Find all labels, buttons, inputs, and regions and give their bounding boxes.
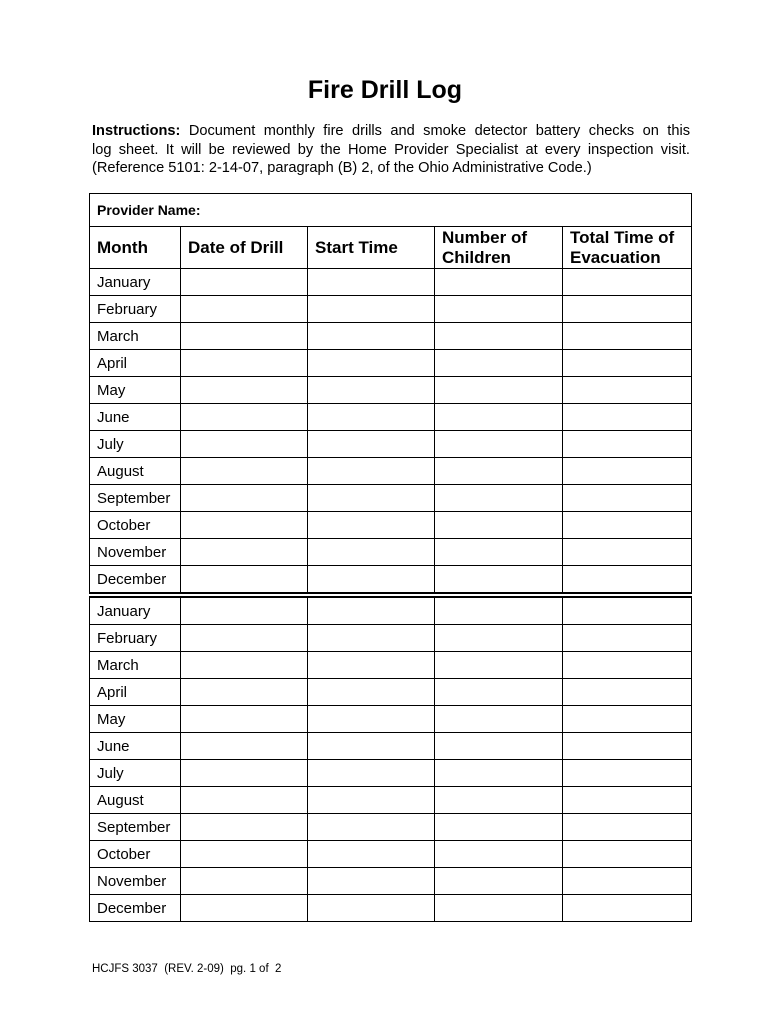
- number-of-children-cell[interactable]: [435, 539, 563, 566]
- log-row: [90, 652, 692, 679]
- start-time-cell[interactable]: [308, 679, 435, 706]
- date-of-drill-cell[interactable]: [181, 814, 308, 841]
- log-row: [90, 377, 692, 404]
- date-of-drill-cell[interactable]: [181, 868, 308, 895]
- date-of-drill-cell[interactable]: [181, 323, 308, 350]
- number-of-children-cell[interactable]: [435, 706, 563, 733]
- instructions-line-1-text: Document monthly fire drills and smoke detector battery checks on this: [188, 123, 690, 139]
- number-of-children-cell[interactable]: [435, 760, 563, 787]
- date-of-drill-cell[interactable]: [181, 895, 308, 922]
- log-row: [90, 404, 692, 431]
- log-row: [90, 625, 692, 652]
- fire-drill-log-table: [89, 193, 692, 922]
- instructions-line-3: (Reference 5101: 2-14-07, paragraph (B) 2, of the Ohio Administrative Code.): [92, 160, 592, 176]
- month-cell: November: [90, 868, 181, 895]
- number-of-children-cell[interactable]: [435, 868, 563, 895]
- start-time-cell[interactable]: [308, 625, 435, 652]
- month-cell: July: [90, 760, 181, 787]
- month-cell: October: [90, 841, 181, 868]
- month-cell: August: [90, 458, 181, 485]
- total-time-cell[interactable]: [563, 539, 692, 566]
- provider-name-field[interactable]: [90, 194, 692, 227]
- month-cell: June: [90, 733, 181, 760]
- number-of-children-cell[interactable]: [435, 652, 563, 679]
- number-of-children-cell[interactable]: [435, 404, 563, 431]
- number-of-children-cell[interactable]: [435, 597, 563, 625]
- start-time-cell[interactable]: [308, 458, 435, 485]
- total-time-cell[interactable]: [563, 431, 692, 458]
- month-cell: August: [90, 787, 181, 814]
- month-cell: May: [90, 377, 181, 404]
- start-time-cell[interactable]: [308, 868, 435, 895]
- log-row: [90, 679, 692, 706]
- log-row: [90, 269, 692, 296]
- column-header-start-time: Start Time: [308, 227, 435, 269]
- number-of-children-cell[interactable]: [435, 787, 563, 814]
- month-cell: September: [90, 814, 181, 841]
- log-row: [90, 512, 692, 539]
- start-time-cell[interactable]: [308, 269, 435, 296]
- total-time-cell[interactable]: [563, 566, 692, 594]
- date-of-drill-cell[interactable]: [181, 841, 308, 868]
- total-time-cell[interactable]: [563, 625, 692, 652]
- start-time-cell[interactable]: [308, 431, 435, 458]
- start-time-cell[interactable]: [308, 323, 435, 350]
- start-time-cell[interactable]: [308, 895, 435, 922]
- date-of-drill-cell[interactable]: [181, 404, 308, 431]
- total-time-cell[interactable]: [563, 814, 692, 841]
- total-time-cell[interactable]: [563, 296, 692, 323]
- log-row: [90, 458, 692, 485]
- month-cell: July: [90, 431, 181, 458]
- log-row: [90, 868, 692, 895]
- month-cell: March: [90, 652, 181, 679]
- log-row: [90, 485, 692, 512]
- start-time-cell[interactable]: [308, 652, 435, 679]
- start-time-cell[interactable]: [308, 597, 435, 625]
- number-of-children-cell[interactable]: [435, 566, 563, 594]
- date-of-drill-cell[interactable]: [181, 458, 308, 485]
- date-of-drill-cell[interactable]: [181, 760, 308, 787]
- date-of-drill-cell[interactable]: [181, 512, 308, 539]
- date-of-drill-cell[interactable]: [181, 597, 308, 625]
- log-row: [90, 539, 692, 566]
- date-of-drill-cell[interactable]: [181, 733, 308, 760]
- start-time-cell[interactable]: [308, 566, 435, 594]
- log-row: [90, 323, 692, 350]
- instructions-line-2: log sheet. It will be reviewed by the Home Provider Specialist at every inspection visit.: [92, 141, 690, 158]
- log-row: [90, 841, 692, 868]
- total-time-cell[interactable]: [563, 706, 692, 733]
- start-time-cell[interactable]: [308, 296, 435, 323]
- date-of-drill-cell[interactable]: [181, 566, 308, 594]
- date-of-drill-cell[interactable]: [181, 652, 308, 679]
- number-of-children-cell[interactable]: [435, 431, 563, 458]
- number-of-children-cell[interactable]: [435, 269, 563, 296]
- log-row: [90, 895, 692, 922]
- column-header-month: Month: [90, 227, 181, 269]
- month-cell: April: [90, 679, 181, 706]
- provider-name-label: Provider Name:: [97, 202, 201, 218]
- month-cell: September: [90, 485, 181, 512]
- month-cell: May: [90, 706, 181, 733]
- start-time-cell[interactable]: [308, 485, 435, 512]
- date-of-drill-cell[interactable]: [181, 485, 308, 512]
- start-time-cell[interactable]: [308, 760, 435, 787]
- number-of-children-cell[interactable]: [435, 323, 563, 350]
- number-of-children-cell[interactable]: [435, 841, 563, 868]
- month-cell: November: [90, 539, 181, 566]
- start-time-cell[interactable]: [308, 706, 435, 733]
- number-of-children-cell[interactable]: [435, 377, 563, 404]
- column-header-total-time: [563, 227, 692, 269]
- month-cell: January: [90, 597, 181, 625]
- log-row: [90, 566, 692, 594]
- total-time-cell[interactable]: [563, 679, 692, 706]
- month-cell: February: [90, 296, 181, 323]
- total-time-cell[interactable]: [563, 350, 692, 377]
- month-cell: June: [90, 404, 181, 431]
- number-of-children-cell[interactable]: [435, 625, 563, 652]
- number-of-children-cell[interactable]: [435, 350, 563, 377]
- date-of-drill-cell[interactable]: [181, 706, 308, 733]
- total-time-cell[interactable]: [563, 323, 692, 350]
- number-of-children-cell[interactable]: [435, 679, 563, 706]
- month-cell: October: [90, 512, 181, 539]
- instructions-line-1: [92, 122, 690, 141]
- start-time-cell[interactable]: [308, 512, 435, 539]
- column-header-number-of-children-line2: Children: [442, 247, 511, 267]
- date-of-drill-cell[interactable]: [181, 679, 308, 706]
- log-row: [90, 787, 692, 814]
- page-title: Fire Drill Log: [307, 76, 463, 104]
- number-of-children-cell[interactable]: [435, 296, 563, 323]
- total-time-cell[interactable]: [563, 458, 692, 485]
- date-of-drill-cell[interactable]: [181, 539, 308, 566]
- date-of-drill-cell[interactable]: [181, 377, 308, 404]
- column-header-row: [90, 227, 692, 269]
- number-of-children-cell[interactable]: [435, 512, 563, 539]
- start-time-cell[interactable]: [308, 841, 435, 868]
- total-time-cell[interactable]: [563, 404, 692, 431]
- instructions-label: Instructions:: [92, 123, 181, 139]
- total-time-cell[interactable]: [563, 895, 692, 922]
- total-time-cell[interactable]: [563, 760, 692, 787]
- total-time-cell[interactable]: [563, 841, 692, 868]
- number-of-children-cell[interactable]: [435, 895, 563, 922]
- total-time-cell[interactable]: [563, 377, 692, 404]
- log-row: [90, 814, 692, 841]
- date-of-drill-cell[interactable]: [181, 787, 308, 814]
- month-cell: March: [90, 323, 181, 350]
- total-time-cell[interactable]: [563, 485, 692, 512]
- month-cell: December: [90, 566, 181, 594]
- month-cell: February: [90, 625, 181, 652]
- month-cell: December: [90, 895, 181, 922]
- number-of-children-cell[interactable]: [435, 458, 563, 485]
- month-cell: January: [90, 269, 181, 296]
- column-header-date-of-drill: Date of Drill: [181, 227, 308, 269]
- start-time-cell[interactable]: [308, 404, 435, 431]
- log-row: [90, 431, 692, 458]
- number-of-children-cell[interactable]: [435, 485, 563, 512]
- total-time-cell[interactable]: [563, 597, 692, 625]
- number-of-children-cell[interactable]: [435, 814, 563, 841]
- total-time-cell[interactable]: [563, 512, 692, 539]
- column-header-number-of-children-line1: Number of: [442, 227, 527, 247]
- date-of-drill-cell[interactable]: [181, 350, 308, 377]
- start-time-cell[interactable]: [308, 787, 435, 814]
- date-of-drill-cell[interactable]: [181, 269, 308, 296]
- date-of-drill-cell[interactable]: [181, 431, 308, 458]
- start-time-cell[interactable]: [308, 377, 435, 404]
- form-footer: HCJFS 3037 (REV. 2-09) pg. 1 of 2: [92, 963, 282, 975]
- start-time-cell[interactable]: [308, 539, 435, 566]
- total-time-cell[interactable]: [563, 787, 692, 814]
- log-row: [90, 706, 692, 733]
- log-row: [90, 760, 692, 787]
- column-header-number-of-children: [435, 227, 563, 269]
- start-time-cell[interactable]: [308, 814, 435, 841]
- log-row: [90, 350, 692, 377]
- month-cell: April: [90, 350, 181, 377]
- column-header-total-time-line1: Total Time of: [570, 227, 675, 247]
- total-time-cell[interactable]: [563, 652, 692, 679]
- date-of-drill-cell[interactable]: [181, 296, 308, 323]
- total-time-cell[interactable]: [563, 269, 692, 296]
- log-row: [90, 733, 692, 760]
- total-time-cell[interactable]: [563, 868, 692, 895]
- instructions-text: [92, 122, 690, 178]
- number-of-children-cell[interactable]: [435, 733, 563, 760]
- column-header-total-time-line2: Evacuation: [570, 247, 661, 267]
- start-time-cell[interactable]: [308, 733, 435, 760]
- start-time-cell[interactable]: [308, 350, 435, 377]
- log-row: [90, 597, 692, 625]
- log-row: [90, 296, 692, 323]
- date-of-drill-cell[interactable]: [181, 625, 308, 652]
- provider-name-row: [90, 194, 692, 227]
- total-time-cell[interactable]: [563, 733, 692, 760]
